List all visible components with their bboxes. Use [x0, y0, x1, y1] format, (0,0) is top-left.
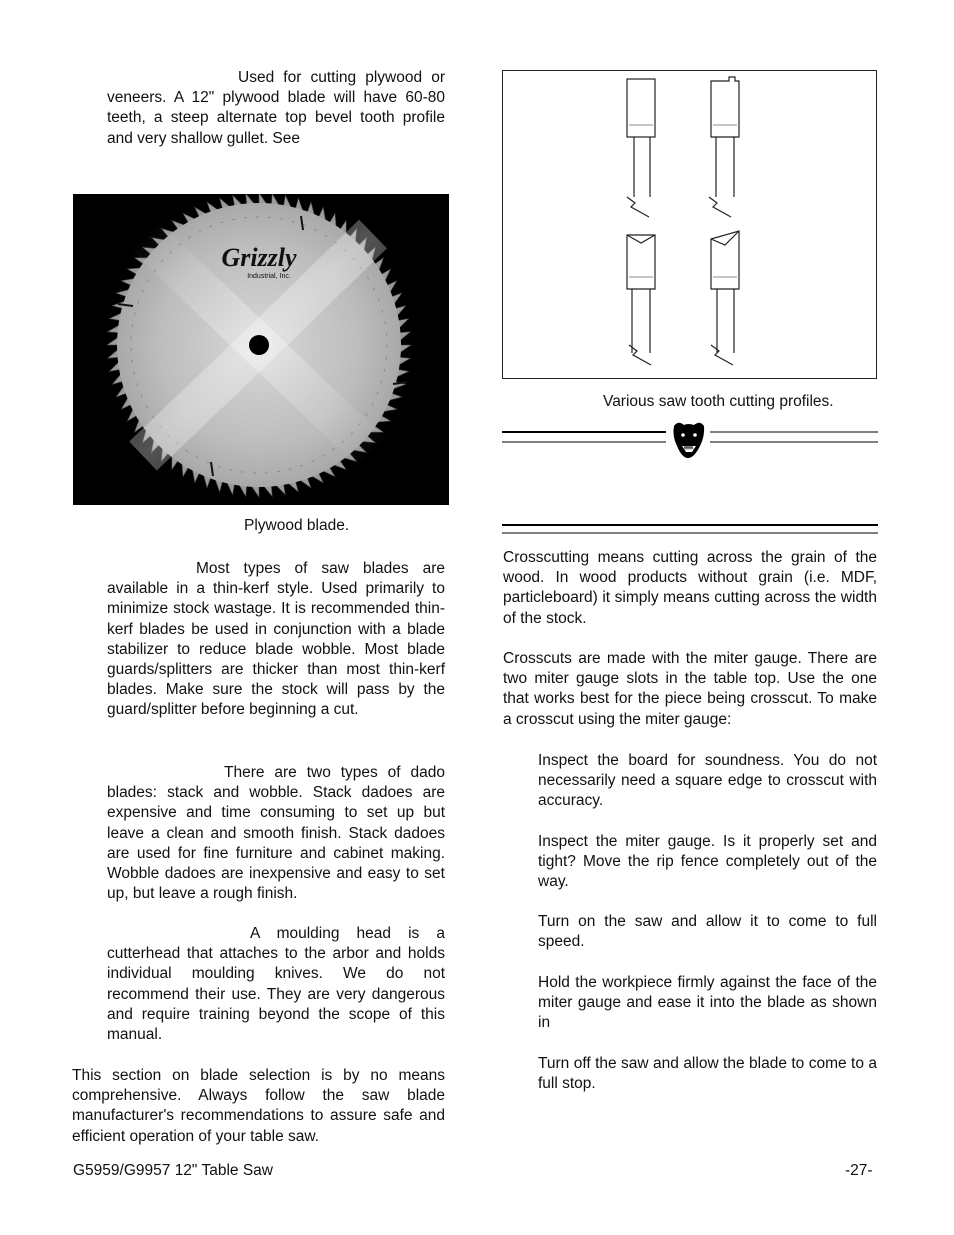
- step-3: Turn on the saw and allow it to come to full speed.: [538, 913, 877, 951]
- tooth-profiles-diagram: [503, 71, 876, 378]
- plywood-blade-photo: [73, 194, 449, 505]
- plywood-paragraph: Used for cutting plywood or veneers. A 12" plywood blade will have 60-80 teeth, a steep alternate top bevel tooth profile and very shallow gullet. See: [107, 69, 445, 147]
- bear-divider: [502, 420, 878, 460]
- step-2: Inspect the miter gauge. Is it properly set and tight? Move the rip fence completely out of the way.: [538, 833, 877, 891]
- tooth-profiles-figure: [502, 70, 877, 379]
- footer-page-number: -27-: [845, 1162, 873, 1179]
- section-rule: [502, 522, 878, 536]
- summary-paragraph: This section on blade selection is by no means comprehensive. Always follow the saw blade manufacturer's recommendations to assure safe and efficient operation of your table saw.: [72, 1067, 445, 1145]
- profiles-caption: Various saw tooth cutting profiles.: [603, 393, 834, 410]
- miter-gauge-paragraph: Crosscuts are made with the miter gauge. There are two miter gauge slots in the table top. Use the one that works best for the piece being crosscut. To make a crosscut using the miter gauge:: [503, 650, 877, 728]
- dado-paragraph: There are two types of dado blades: stack and wobble. Stack dadoes are expensive and time consuming to set up but leave a clean and smooth finish. Stack dadoes are used for fine furniture and cabinet making. Wobble dadoes are inexpensive and easy to set up, but leave a rough finish.: [107, 764, 445, 903]
- blade-logo-sub: Industrial, Inc.: [247, 273, 291, 280]
- bear-head-icon: [673, 423, 704, 458]
- footer-model: G5959/G9957 12" Table Saw: [73, 1162, 273, 1179]
- step-1: Inspect the board for soundness. You do not necessarily need a square edge to crosscut with accuracy.: [538, 752, 877, 810]
- plywood-caption: Plywood blade.: [244, 517, 350, 534]
- moulding-paragraph: A moulding head is a cutterhead that attaches to the arbor and holds individual moulding knives. We do not recommend their use. They are very dangerous and require training beyond the scope of this manual.: [107, 925, 445, 1044]
- step-4: Hold the workpiece firmly against the face of the miter gauge and ease it into the blade as shown in: [538, 974, 877, 1032]
- step-5: Turn off the saw and allow the blade to come to a full stop.: [538, 1055, 877, 1093]
- thin-kerf-paragraph: Most types of saw blades are available in a thin-kerf style. Used primarily to minimize stock wastage. It is recommended thin-kerf blades be used in conjunction with a blade stabilizer to reduce blade wobble. Most blade guards/splitters are thicker than most thin-kerf blades. Make sure the stock will pass by the guard/splitter before beginning a cut.: [107, 560, 445, 719]
- crosscut-intro-paragraph: Crosscutting means cutting across the grain of the wood. In wood products without grain (i.e. MDF, particleboard) it simply means cutting across the width of the stock.: [503, 549, 877, 627]
- blade-logo-brand: Grizzly: [221, 243, 297, 272]
- plywood-blade-image: [73, 194, 449, 505]
